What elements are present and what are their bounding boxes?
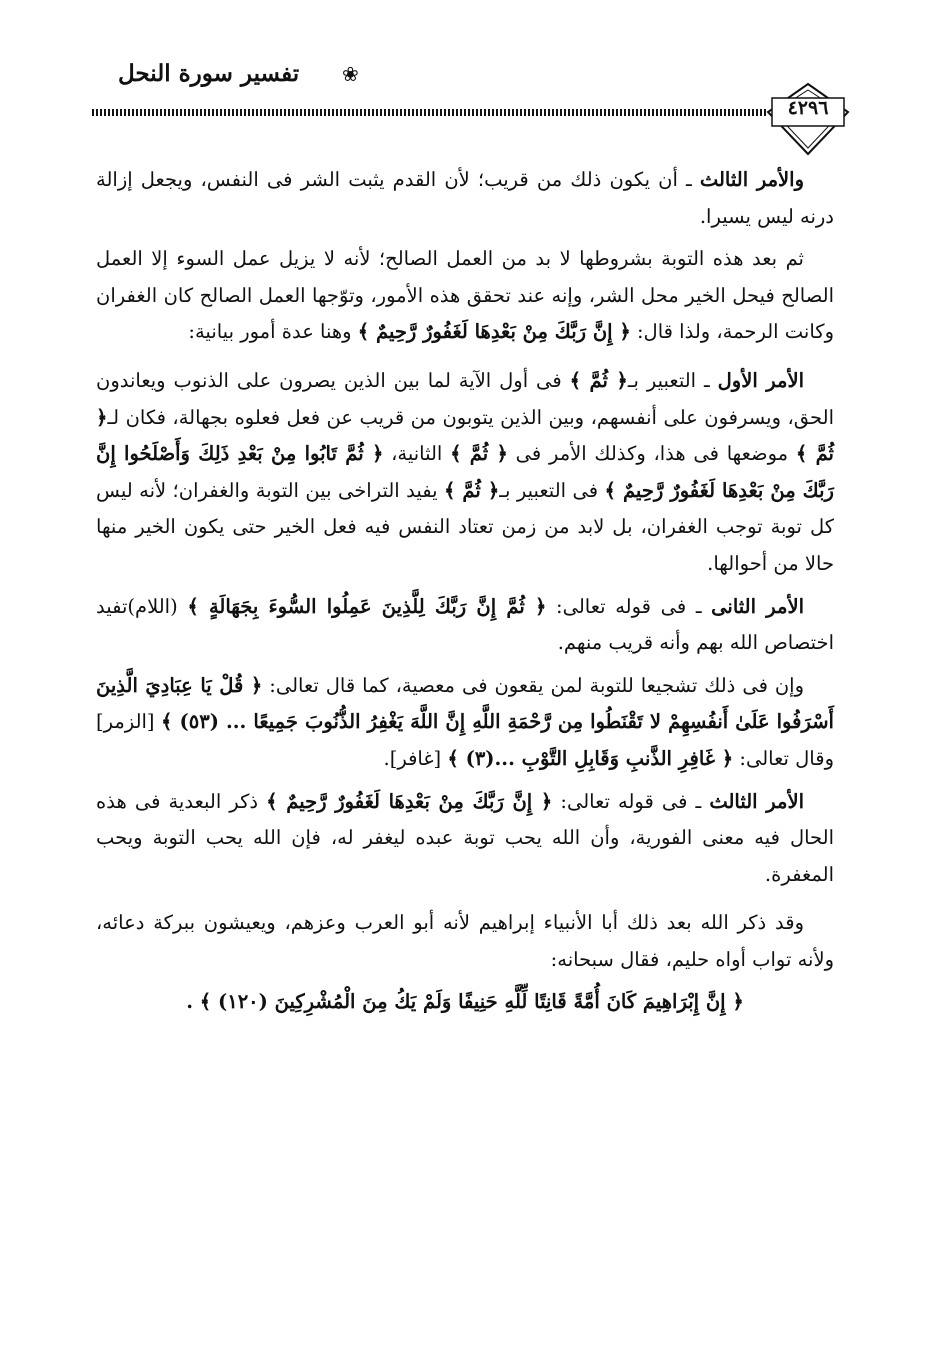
- paragraph-heading: الأمر الأول: [717, 368, 804, 392]
- quran-quote: ﴿ ثُمَّ ﴾: [569, 368, 628, 392]
- page-number-badge: [766, 82, 850, 156]
- running-title: تفسير سورة النحل: [118, 60, 300, 87]
- paragraph-repentance: [96, 241, 834, 351]
- paragraph-text: وهنا عدة أمور بيانية:: [188, 320, 358, 344]
- paragraph-text: وقد ذكر الله بعد ذلك أبا الأنبياء إبراهيم لأنه أبو العرب وعزهم، ويعيشون ببركة دعائه، ولأنه تواب أواه حليم، فقال سبحانه:: [96, 911, 834, 971]
- paragraph-text: ـ فى قوله تعالى:: [552, 789, 710, 813]
- quran-quote: ﴿ ثُمَّ ﴾: [96, 405, 834, 466]
- paragraph-first-matter: [96, 363, 834, 583]
- quran-quote: ﴿ قُلْ يَا عِبَادِيَ الَّذِينَ أَسْرَفُوا عَلَىٰ أَنفُسِهِمْ لا تَقْنَطُوا مِن رَّحْمَةِ اللَّهِ إِنَّ اللَّهَ يَغْفِرُ الذُّنُوبَ جَمِيعًا ... (٥٣) ﴾: [96, 673, 834, 734]
- paragraph-text: ثم بعد هذه التوبة بشروطها لا بد من العمل الصالح؛ لأنه لا يزيل عمل السوء إلا العمل الصالح فيحل الخير محل الشر، وإنه عند تحقق هذه الأمور، وتوّجها العمل الصالح كان الغفران وكانت الرحمة، ولذا قال:: [96, 247, 834, 344]
- paragraph-text: ـ فى قوله تعالى:: [546, 594, 712, 618]
- quran-quote: ﴿ ثُمَّ إِنَّ رَبَّكَ لِلَّذِينَ عَمِلُوا السُّوءَ بِجَهَالَةٍ ﴾: [187, 594, 547, 618]
- paragraph-heading: الأمر الثانى: [711, 594, 804, 618]
- diamond-ornament-icon: [766, 82, 850, 156]
- paragraph-text: موضعها فى هذا، وكذلك الأمر فى: [507, 442, 796, 466]
- paragraph-text: فى التعبير بـ: [499, 478, 605, 502]
- paragraph-third-matter: [96, 162, 834, 235]
- page-body: [96, 162, 834, 1033]
- paragraph-heading: الأمر الثالث: [709, 789, 804, 813]
- flower-ornament-icon: ❀: [342, 62, 359, 86]
- paragraph-text: يفيد التراخى بين التوبة والغفران؛ لأنه ليس كل توبة توجب الغفران، بل لابد من زمن تعتاد النفس فيه فعل الخير حتى يكون الخير منها حالا من أحوالها.: [96, 478, 834, 575]
- quran-quote: ﴿ إِنَّ رَبَّكَ مِنْ بَعْدِهَا لَغَفُورٌ رَّحِيمٌ ﴾: [357, 320, 631, 344]
- paragraph-text: [الزمر] وقال تعالى:: [96, 710, 834, 770]
- paragraph-encouragement: [96, 668, 834, 778]
- paragraph-text: وإن فى ذلك تشجيعا للتوبة لمن يقعون فى معصية، كما قال تعالى:: [262, 673, 804, 697]
- quran-quote: ﴿ غَافِرِ الذَّنبِ وَقَابِلِ التَّوْبِ ...(٣) ﴾: [447, 746, 734, 770]
- paragraph-text: (اللام)تفيد اختصاص الله بهم وأنه قريب منهم.: [96, 594, 834, 655]
- paragraph-text: ـ التعبير بـ: [627, 368, 718, 392]
- paragraph-third-matter-b: [96, 784, 834, 894]
- quran-quote: ﴿ ثُمَّ ﴾: [443, 478, 500, 502]
- paragraph-text: [غافر].: [383, 746, 448, 770]
- paragraph-heading: والأمر الثالث: [699, 168, 804, 191]
- quran-quote: ﴿ إِنَّ رَبَّكَ مِنْ بَعْدِهَا لَغَفُورٌ رَّحِيمٌ ﴾: [266, 789, 553, 813]
- quran-quote: ﴿ ثُمَّ ﴾: [450, 442, 508, 466]
- header-dotted-rule: [92, 109, 768, 116]
- paragraph-second-matter: [96, 589, 834, 662]
- paragraph-text: ذكر البعدية فى هذه الحال فيه معنى الفورية، وأن الله يحب توبة عبده ليغفر له، فإن الله يحب التوبة ويحب المغفرة.: [96, 789, 834, 886]
- paragraph-text: فى أول الآية لما بين الذين يصرون على الذنوب ويعاندون الحق، ويسرفون على أنفسهم، وبين الذين يتوبون من قريب عن فعل فعلوه بجهالة، فكان لـ: [96, 368, 834, 429]
- quran-quote: ﴿ ثُمَّ تَابُوا مِنْ بَعْدِ ذَلِكَ وَأَصْلَحُوا إِنَّ رَبَّكَ مِنْ بَعْدِهَا لَغَفُورٌ رَّحِيمٌ ﴾: [96, 442, 834, 502]
- page-number: ٤٢٩٦: [787, 97, 829, 119]
- page-header: [0, 52, 930, 162]
- paragraph-text: الثانية،: [383, 442, 451, 466]
- paragraph-ibrahim: [96, 905, 834, 978]
- verse-ibrahim: ﴿ إِنَّ إِبْرَاهِيمَ كَانَ أُمَّةً قَانِتًا لِّلَّهِ حَنِيفًا وَلَمْ يَكُ مِنَ الْمُشْرِكِينَ (١٢٠) ﴾ .: [186, 990, 744, 1014]
- paragraph-text: ـ أن يكون ذلك من قريب؛ لأن القدم يثبت الشر فى النفس، ويجعل إزالة درنه ليس يسيرا.: [96, 168, 834, 228]
